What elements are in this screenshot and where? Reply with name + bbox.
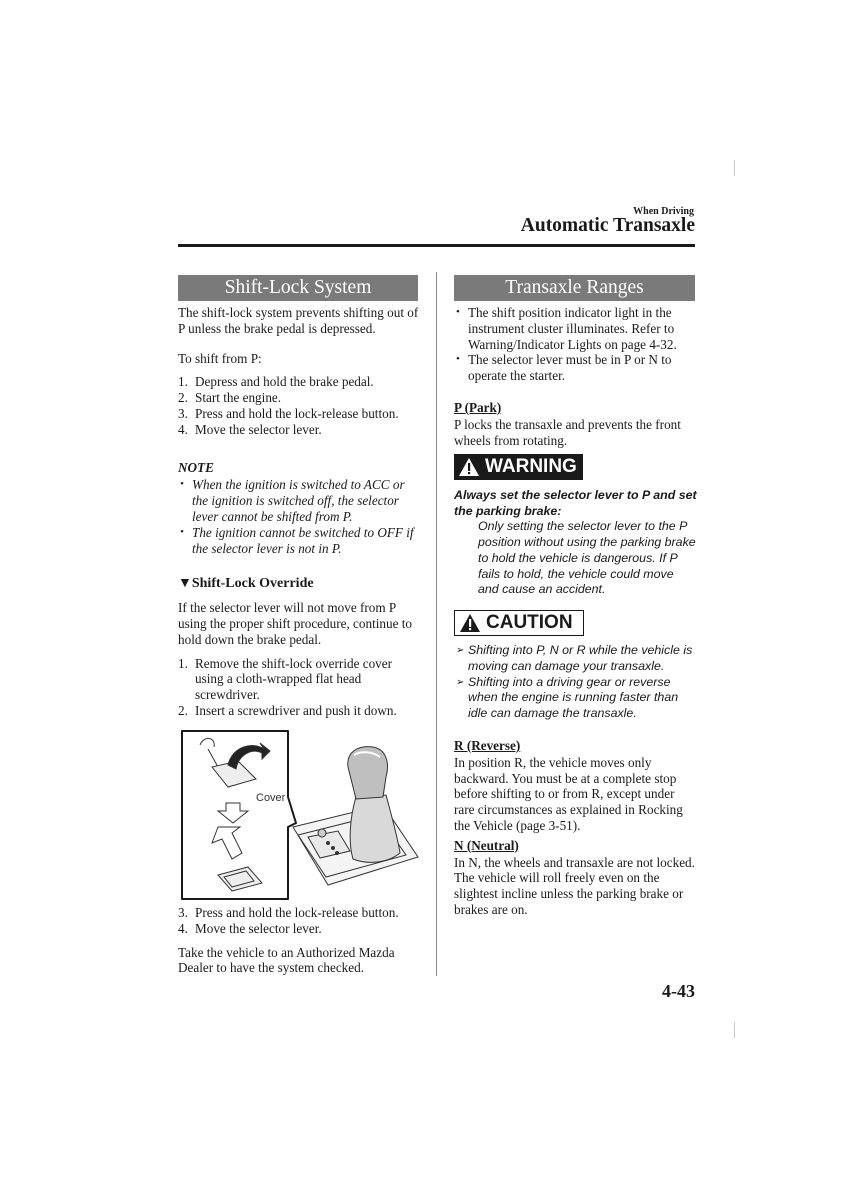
transaxle-ranges-heading: Transaxle Ranges (454, 275, 695, 301)
list-item: 1. Depress and hold the brake pedal. (178, 374, 374, 390)
caution-list (454, 643, 697, 722)
list-item: ➢ Shifting into P, N or R while the vehicle is moving can damage your transaxle. (456, 642, 693, 673)
park-heading: P (Park) (454, 399, 502, 415)
neutral-heading: N (Neutral) (454, 837, 519, 853)
shift-steps (178, 374, 423, 437)
running-header-section: When Driving (633, 206, 694, 217)
note-title: NOTE (178, 459, 214, 475)
warning-label: WARNING (454, 454, 583, 480)
caution-label: CAUTION (454, 610, 584, 636)
list-item: • The selector lever must be in P or N to operate the starter. (456, 352, 672, 384)
override-steps (178, 656, 423, 719)
override-heading: ▼Shift-Lock Override (178, 576, 314, 592)
warning-triangle-icon (458, 457, 480, 477)
list-item: 3. Press and hold the lock-release button. (178, 405, 399, 421)
list-item: 2. Insert a screwdriver and push it down. (178, 702, 397, 718)
ranges-bullets (454, 305, 697, 384)
left-column-bottom (178, 905, 423, 976)
list-item: 3. Press and hold the lock-release button. (178, 905, 399, 920)
triangle-down-icon: ▼ (178, 576, 192, 592)
list-item: 1. Remove the shift-lock override cover using a cloth-wrapped flat head screwdriver. (178, 655, 393, 703)
header-rule (178, 244, 695, 247)
running-header-title: Automatic Transaxle (520, 215, 695, 236)
reverse-text: In position R, the vehicle moves only backward. You must be at a complete stop before shifting to or from R, except under rare circumstances as explained in Rocking the Vehicle (page 3-51). (454, 754, 683, 833)
reverse-heading: R (Reverse) (454, 737, 521, 753)
list-item: 2. Start the engine. (178, 390, 282, 406)
to-shift-text: To shift from P: (178, 350, 262, 366)
left-column (178, 305, 423, 719)
right-column (454, 305, 697, 918)
crop-mark-top (734, 160, 735, 176)
warning-title: Always set the selector lever to P and set the parking brake: (454, 488, 697, 519)
park-text: P locks the transaxle and prevents the front wheels from rotating. (454, 416, 681, 448)
list-item: 4. Move the selector lever. (178, 920, 322, 936)
override-steps-continued (178, 905, 423, 937)
neutral-text: In N, the wheels and transaxle are not locked. The vehicle will roll freely even on the slightest incline unless the parking brake or brakes are on. (454, 854, 695, 917)
list-item: • The ignition cannot be switched to OFF if the selector lever is not in P. (180, 524, 414, 556)
column-divider (436, 272, 437, 976)
shift-lock-figure (178, 727, 423, 905)
override-intro: If the selector lever will not move from P using the proper shift procedure, continue to hold down the brake pedal. (178, 600, 413, 647)
list-item: 4. Move the selector lever. (178, 421, 322, 437)
list-item: • When the ignition is switched to ACC or the ignition is switched off, the selector lever cannot be shifted from P. (180, 477, 405, 524)
intro-text: The shift-lock system prevents shifting out of P unless the brake pedal is depressed. (178, 305, 419, 336)
closing-text: Take the vehicle to an Authorized Mazda Dealer to have the system checked. (178, 944, 395, 976)
crop-mark-bottom (734, 1022, 735, 1038)
caution-triangle-icon (459, 613, 481, 633)
list-item: • The shift position indicator light in the instrument cluster illuminates. Refer to Warning/Indicator Lights on page 4-32. (456, 305, 677, 352)
note-list (178, 477, 423, 556)
page-number: 4-43 (662, 981, 695, 1001)
list-item: ➢ Shifting into a driving gear or reverse when the engine is running faster than idle can damage the transaxle. (456, 674, 679, 721)
selector-lever-illustration (178, 727, 423, 905)
warning-text: Only setting the selector lever to the P position without using the parking brake to hold the vehicle is dangerous. If P fails to hold, the vehicle could move and cause an accident. (478, 519, 696, 597)
shift-lock-heading: Shift-Lock System (178, 275, 418, 301)
figure-label-cover: Cover (256, 792, 286, 804)
